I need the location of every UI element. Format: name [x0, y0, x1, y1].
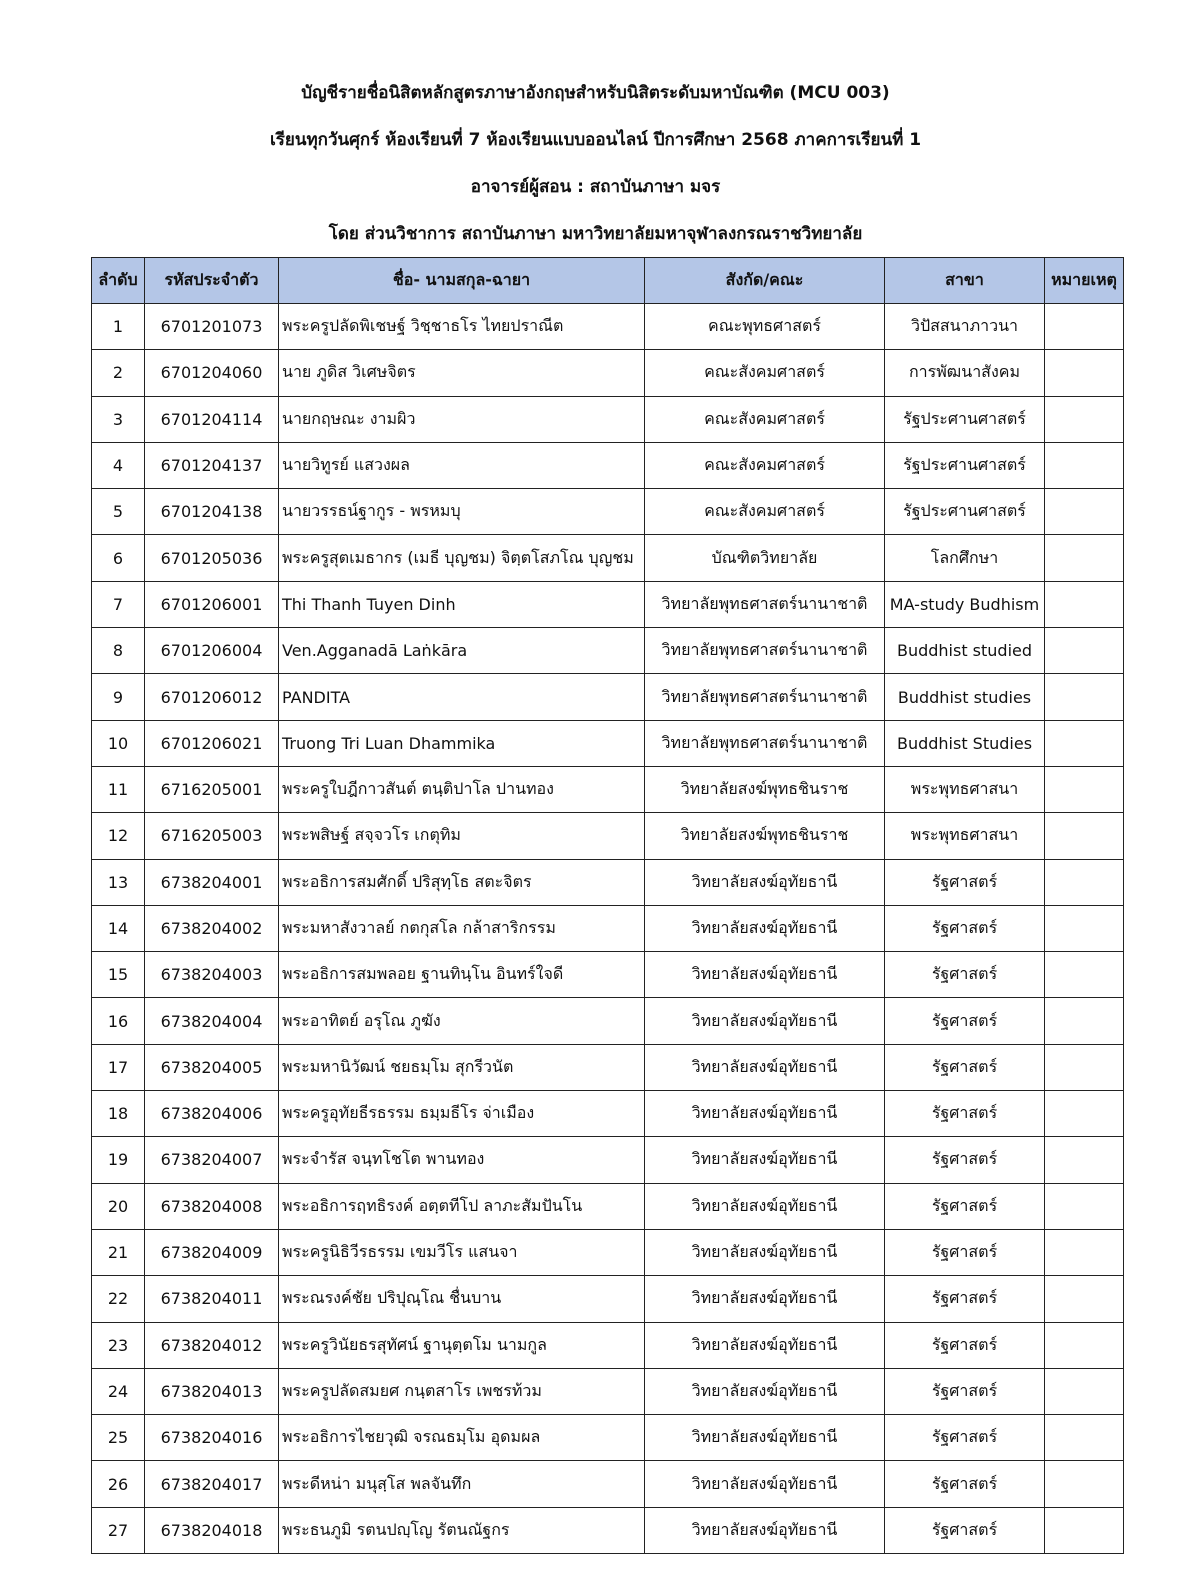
table-row	[92, 1461, 1124, 1507]
row-number-cell: 17	[92, 1044, 145, 1090]
row-number-cell: 18	[92, 1091, 145, 1137]
faculty-cell: วิทยาลัยพุทธศาสตร์นานาชาติ	[645, 674, 885, 720]
table-row	[92, 674, 1124, 720]
faculty-cell: วิทยาลัยสงฆ์อุทัยธานี	[645, 1415, 885, 1461]
faculty-cell: วิทยาลัยสงฆ์อุทัยธานี	[645, 1091, 885, 1137]
table-row	[92, 1137, 1124, 1183]
major-cell: รัฐศาสตร์	[885, 1368, 1045, 1414]
column-header-major: สาขา	[885, 258, 1045, 304]
student-id-cell: 6738204002	[145, 905, 279, 951]
faculty-cell: บัณฑิตวิทยาลัย	[645, 535, 885, 581]
student-name-cell: พระครูนิธิวีรธรรม เขมวีโร แสนจา	[279, 1229, 645, 1275]
major-cell: รัฐศาสตร์	[885, 998, 1045, 1044]
remarks-cell	[1045, 674, 1124, 720]
table-row	[92, 350, 1124, 396]
remarks-cell	[1045, 952, 1124, 998]
major-cell: Buddhist studied	[885, 628, 1045, 674]
remarks-cell	[1045, 304, 1124, 350]
remarks-cell	[1045, 1044, 1124, 1090]
major-cell: MA-study Budhism	[885, 581, 1045, 627]
remarks-cell	[1045, 1461, 1124, 1507]
major-cell: รัฐศาสตร์	[885, 1461, 1045, 1507]
student-name-cell: พระมหาสังวาลย์ กตกุสโล กล้าสาริกรรม	[279, 905, 645, 951]
remarks-cell	[1045, 628, 1124, 674]
table-row	[92, 1229, 1124, 1275]
row-number-cell: 20	[92, 1183, 145, 1229]
student-name-cell: พระอธิการฤทธิรงค์ อตฺตทีโป ลาภะสัมปันโน	[279, 1183, 645, 1229]
row-number-cell: 26	[92, 1461, 145, 1507]
student-name-cell: พระครูอุทัยธีรธรรม ธมฺมธีโร จ่าเมือง	[279, 1091, 645, 1137]
student-id-cell: 6738204008	[145, 1183, 279, 1229]
student-name-cell: พระอาทิตย์ อรุโณ ภูฆัง	[279, 998, 645, 1044]
column-header-student-id: รหัสประจำตัว	[145, 258, 279, 304]
student-id-cell: 6738204004	[145, 998, 279, 1044]
student-id-cell: 6701206001	[145, 581, 279, 627]
major-cell: พระพุทธศาสนา	[885, 813, 1045, 859]
student-name-cell: Ven.Agganadā Laṅkāra	[279, 628, 645, 674]
student-id-cell: 6738204009	[145, 1229, 279, 1275]
student-name-cell: พระครูวินัยธรสุทัศน์ ฐานุตฺตโม นามกูล	[279, 1322, 645, 1368]
table-row	[92, 304, 1124, 350]
remarks-cell	[1045, 1276, 1124, 1322]
major-cell: รัฐศาสตร์	[885, 1183, 1045, 1229]
faculty-cell: วิทยาลัยพุทธศาสตร์นานาชาติ	[645, 720, 885, 766]
student-id-cell: 6701204138	[145, 489, 279, 535]
student-name-cell: พระครูใบฎีกาวสันต์ ตนฺติปาโล ปานทอง	[279, 766, 645, 812]
remarks-cell	[1045, 1137, 1124, 1183]
table-row	[92, 535, 1124, 581]
remarks-cell	[1045, 535, 1124, 581]
student-id-cell: 6738204001	[145, 859, 279, 905]
faculty-cell: คณะสังคมศาสตร์	[645, 489, 885, 535]
row-number-cell: 16	[92, 998, 145, 1044]
student-id-cell: 6701204114	[145, 396, 279, 442]
table-row	[92, 1044, 1124, 1090]
remarks-cell	[1045, 1415, 1124, 1461]
remarks-cell	[1045, 1368, 1124, 1414]
table-row	[92, 489, 1124, 535]
column-header-remarks: หมายเหตุ	[1045, 258, 1124, 304]
student-id-cell: 6738204003	[145, 952, 279, 998]
student-name-cell: พระอธิการสมพลอย ฐานทินฺโน อินทร์ใจดี	[279, 952, 645, 998]
faculty-cell: คณะพุทธศาสตร์	[645, 304, 885, 350]
student-name-cell: พระครูปลัดสมยศ กนฺตสาโร เพชรท้วม	[279, 1368, 645, 1414]
remarks-cell	[1045, 998, 1124, 1044]
row-number-cell: 5	[92, 489, 145, 535]
row-number-cell: 9	[92, 674, 145, 720]
student-name-cell: นายวรรธน์ฐากูร - พรหมบุ	[279, 489, 645, 535]
faculty-cell: วิทยาลัยสงฆ์พุทธชินราช	[645, 813, 885, 859]
student-name-cell: พระครูปลัดพิเชษฐ์ วิชฺชาธโร ไทยปราณีต	[279, 304, 645, 350]
major-cell: พระพุทธศาสนา	[885, 766, 1045, 812]
remarks-cell	[1045, 489, 1124, 535]
major-cell: รัฐศาสตร์	[885, 1276, 1045, 1322]
major-cell: รัฐประศานศาสตร์	[885, 442, 1045, 488]
row-number-cell: 15	[92, 952, 145, 998]
student-id-cell: 6701205036	[145, 535, 279, 581]
row-number-cell: 13	[92, 859, 145, 905]
column-header-number: ลำดับ	[92, 258, 145, 304]
student-id-cell: 6738204016	[145, 1415, 279, 1461]
major-cell: รัฐประศานศาสตร์	[885, 489, 1045, 535]
faculty-cell: วิทยาลัยสงฆ์อุทัยธานี	[645, 1322, 885, 1368]
row-number-cell: 27	[92, 1507, 145, 1553]
student-id-cell: 6701206004	[145, 628, 279, 674]
student-id-cell: 6738204017	[145, 1461, 279, 1507]
table-row	[92, 998, 1124, 1044]
major-cell: รัฐศาสตร์	[885, 1415, 1045, 1461]
row-number-cell: 12	[92, 813, 145, 859]
student-name-cell: PANDITA	[279, 674, 645, 720]
table-row	[92, 1091, 1124, 1137]
row-number-cell: 7	[92, 581, 145, 627]
student-name-cell: นายกฤษณะ งามผิว	[279, 396, 645, 442]
column-header-faculty: สังกัด/คณะ	[645, 258, 885, 304]
faculty-cell: คณะสังคมศาสตร์	[645, 350, 885, 396]
student-id-cell: 6701201073	[145, 304, 279, 350]
remarks-cell	[1045, 766, 1124, 812]
student-name-cell: นายวิทูรย์ แสวงผล	[279, 442, 645, 488]
faculty-cell: คณะสังคมศาสตร์	[645, 396, 885, 442]
student-name-cell: Thi Thanh Tuyen Dinh	[279, 581, 645, 627]
remarks-cell	[1045, 442, 1124, 488]
student-name-cell: พระจำรัส จนฺทโชโต พานทอง	[279, 1137, 645, 1183]
remarks-cell	[1045, 1229, 1124, 1275]
table-header-row	[92, 258, 1124, 304]
table-row	[92, 766, 1124, 812]
remarks-cell	[1045, 1507, 1124, 1553]
table-row	[92, 581, 1124, 627]
table-row	[92, 1183, 1124, 1229]
faculty-cell: วิทยาลัยสงฆ์อุทัยธานี	[645, 1461, 885, 1507]
remarks-cell	[1045, 1322, 1124, 1368]
faculty-cell: วิทยาลัยสงฆ์อุทัยธานี	[645, 1368, 885, 1414]
student-name-cell: พระอธิการสมศักดิ์ ปริสุทฺโธ สตะจิตร	[279, 859, 645, 905]
student-id-cell: 6738204018	[145, 1507, 279, 1553]
table-row	[92, 813, 1124, 859]
student-id-cell: 6738204006	[145, 1091, 279, 1137]
student-name-cell: พระพสิษฐ์ สจฺจวโร เกตุทิม	[279, 813, 645, 859]
faculty-cell: คณะสังคมศาสตร์	[645, 442, 885, 488]
student-name-cell: พระมหานิวัฒน์ ชยธมฺโม สุกรีวนัต	[279, 1044, 645, 1090]
organizer-line: โดย ส่วนวิชาการ สถาบันภาษา มหาวิทยาลัยมหาจุฬาลงกรณราชวิทยาลัย	[328, 224, 863, 244]
major-cell: รัฐศาสตร์	[885, 905, 1045, 951]
column-header-name: ชื่อ- นามสกุล-ฉายา	[279, 258, 645, 304]
row-number-cell: 22	[92, 1276, 145, 1322]
faculty-cell: วิทยาลัยพุทธศาสตร์นานาชาติ	[645, 581, 885, 627]
faculty-cell: วิทยาลัยสงฆ์อุทัยธานี	[645, 1183, 885, 1229]
student-name-cell: พระธนภูมิ รตนปญฺโญ รัตนณัฐกร	[279, 1507, 645, 1553]
student-id-cell: 6701206012	[145, 674, 279, 720]
remarks-cell	[1045, 1091, 1124, 1137]
table-row	[92, 905, 1124, 951]
faculty-cell: วิทยาลัยสงฆ์พุทธชินราช	[645, 766, 885, 812]
student-id-cell: 6738204013	[145, 1368, 279, 1414]
table-row	[92, 952, 1124, 998]
remarks-cell	[1045, 581, 1124, 627]
student-name-cell: พระณรงค์ชัย ปริปุณฺโณ ชื่นบาน	[279, 1276, 645, 1322]
faculty-cell: วิทยาลัยสงฆ์อุทัยธานี	[645, 952, 885, 998]
major-cell: Buddhist Studies	[885, 720, 1045, 766]
faculty-cell: วิทยาลัยพุทธศาสตร์นานาชาติ	[645, 628, 885, 674]
table-row	[92, 396, 1124, 442]
row-number-cell: 23	[92, 1322, 145, 1368]
row-number-cell: 14	[92, 905, 145, 951]
row-number-cell: 25	[92, 1415, 145, 1461]
major-cell: รัฐประศานศาสตร์	[885, 396, 1045, 442]
remarks-cell	[1045, 859, 1124, 905]
row-number-cell: 2	[92, 350, 145, 396]
student-name-cell: Truong Tri Luan Dhammika	[279, 720, 645, 766]
row-number-cell: 8	[92, 628, 145, 674]
major-cell: การพัฒนาสังคม	[885, 350, 1045, 396]
major-cell: รัฐศาสตร์	[885, 1322, 1045, 1368]
faculty-cell: วิทยาลัยสงฆ์อุทัยธานี	[645, 1044, 885, 1090]
instructor-line: อาจารย์ผู้สอน : สถาบันภาษา มจร	[470, 177, 721, 197]
row-number-cell: 21	[92, 1229, 145, 1275]
student-roster-table	[91, 257, 1124, 1554]
table-row	[92, 1276, 1124, 1322]
row-number-cell: 6	[92, 535, 145, 581]
major-cell: รัฐศาสตร์	[885, 1091, 1045, 1137]
row-number-cell: 3	[92, 396, 145, 442]
faculty-cell: วิทยาลัยสงฆ์อุทัยธานี	[645, 859, 885, 905]
faculty-cell: วิทยาลัยสงฆ์อุทัยธานี	[645, 998, 885, 1044]
student-id-cell: 6701206021	[145, 720, 279, 766]
student-id-cell: 6716205003	[145, 813, 279, 859]
major-cell: โลกศึกษา	[885, 535, 1045, 581]
remarks-cell	[1045, 720, 1124, 766]
major-cell: รัฐศาสตร์	[885, 1229, 1045, 1275]
remarks-cell	[1045, 350, 1124, 396]
major-cell: วิปัสสนาภาวนา	[885, 304, 1045, 350]
faculty-cell: วิทยาลัยสงฆ์อุทัยธานี	[645, 1137, 885, 1183]
table-row	[92, 1368, 1124, 1414]
student-name-cell: พระดีหน่า มนุสฺโส พลจันทึก	[279, 1461, 645, 1507]
student-id-cell: 6738204012	[145, 1322, 279, 1368]
remarks-cell	[1045, 396, 1124, 442]
class-schedule: เรียนทุกวันศุกร์ ห้องเรียนที่ 7 ห้องเรียนแบบออนไลน์ ปีการศึกษา 2568 ภาคการเรียนที่ 1	[269, 130, 922, 150]
row-number-cell: 19	[92, 1137, 145, 1183]
faculty-cell: วิทยาลัยสงฆ์อุทัยธานี	[645, 905, 885, 951]
row-number-cell: 11	[92, 766, 145, 812]
student-name-cell: พระอธิการไชยวุฒิ จรณธมฺโม อุดมผล	[279, 1415, 645, 1461]
major-cell: รัฐศาสตร์	[885, 1507, 1045, 1553]
table-body	[92, 304, 1124, 1554]
remarks-cell	[1045, 905, 1124, 951]
student-id-cell: 6738204011	[145, 1276, 279, 1322]
student-name-cell: นาย ภูดิส วิเศษจิตร	[279, 350, 645, 396]
student-id-cell: 6701204137	[145, 442, 279, 488]
remarks-cell	[1045, 1183, 1124, 1229]
major-cell: รัฐศาสตร์	[885, 1044, 1045, 1090]
table-row	[92, 1415, 1124, 1461]
table-row	[92, 628, 1124, 674]
table-row	[92, 1507, 1124, 1553]
row-number-cell: 24	[92, 1368, 145, 1414]
table-row	[92, 859, 1124, 905]
document-title: บัญชีรายชื่อนิสิตหลักสูตรภาษาอังกฤษสำหรับนิสิตระดับมหาบัณฑิต (MCU 003)	[301, 83, 890, 103]
remarks-cell	[1045, 813, 1124, 859]
student-id-cell: 6738204005	[145, 1044, 279, 1090]
faculty-cell: วิทยาลัยสงฆ์อุทัยธานี	[645, 1507, 885, 1553]
row-number-cell: 10	[92, 720, 145, 766]
row-number-cell: 1	[92, 304, 145, 350]
table-row	[92, 1322, 1124, 1368]
row-number-cell: 4	[92, 442, 145, 488]
faculty-cell: วิทยาลัยสงฆ์อุทัยธานี	[645, 1229, 885, 1275]
student-name-cell: พระครูสุตเมธากร (เมธี บุญชม) จิตฺตโสภโณ บุญชม	[279, 535, 645, 581]
major-cell: Buddhist studies	[885, 674, 1045, 720]
student-id-cell: 6716205001	[145, 766, 279, 812]
student-id-cell: 6738204007	[145, 1137, 279, 1183]
student-id-cell: 6701204060	[145, 350, 279, 396]
table-row	[92, 720, 1124, 766]
table-row	[92, 442, 1124, 488]
major-cell: รัฐศาสตร์	[885, 1137, 1045, 1183]
faculty-cell: วิทยาลัยสงฆ์อุทัยธานี	[645, 1276, 885, 1322]
major-cell: รัฐศาสตร์	[885, 859, 1045, 905]
major-cell: รัฐศาสตร์	[885, 952, 1045, 998]
